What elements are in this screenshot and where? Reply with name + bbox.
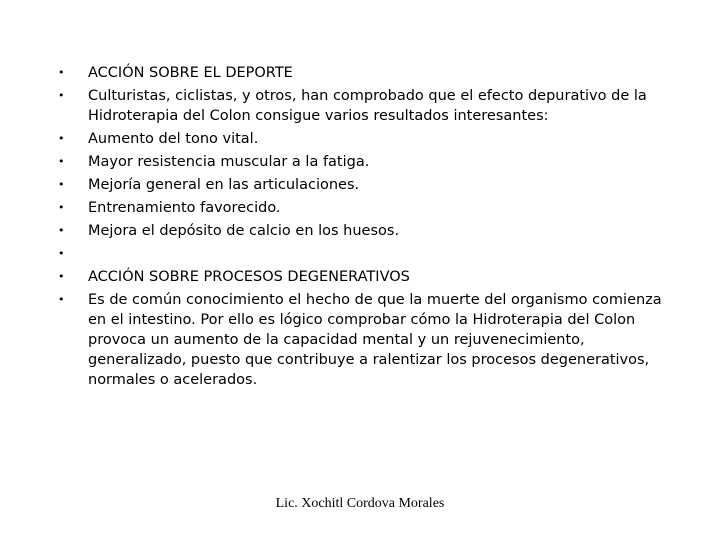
bullet-text: ACCIÓN SOBRE PROCESOS DEGENERATIVOS <box>88 269 410 285</box>
bullet-item <box>56 198 666 218</box>
bullet-dot-icon: • <box>58 89 65 102</box>
bullet-dot-icon: • <box>58 247 65 260</box>
footer-author: Lic. Xochitl Cordova Morales <box>275 496 445 511</box>
bullet-item <box>56 129 666 149</box>
bullet-text: Es de común conocimiento el hecho de que la muerte del organismo comienza en el intestino. Por ello es lógico comprobar cómo la Hidroterapia del Colon provoca un aumento de la capacidad mental y un rejuvenecimiento, generalizado, puesto que contribuye a ralentizar los procesos degenerativos, normales o acelerados. <box>88 292 662 388</box>
bullet-text: Culturistas, ciclistas, y otros, han comprobado que el efecto depurativo de la Hidroterapia del Colon consigue varios resultados interesantes: <box>88 88 647 124</box>
bullet-dot-icon: • <box>58 270 65 283</box>
bullet-dot-icon: • <box>58 132 65 145</box>
bullet-item <box>56 63 666 83</box>
bullet-item <box>56 86 666 126</box>
bullet-item-empty <box>56 244 666 264</box>
bullet-item <box>56 290 666 390</box>
bullet-text: Mejoría general en las articulaciones. <box>88 177 360 193</box>
bullet-dot-icon: • <box>58 293 65 306</box>
bullet-list <box>56 63 666 393</box>
bullet-text: ACCIÓN SOBRE EL DEPORTE <box>88 65 293 81</box>
bullet-dot-icon: • <box>58 178 65 191</box>
bullet-item <box>56 267 666 287</box>
bullet-dot-icon: • <box>58 155 65 168</box>
bullet-dot-icon: • <box>58 66 65 79</box>
bullet-text: Entrenamiento favorecido. <box>88 200 281 216</box>
bullet-item <box>56 221 666 241</box>
bullet-dot-icon: • <box>58 224 65 237</box>
bullet-text: Aumento del tono vital. <box>88 131 259 147</box>
bullet-item <box>56 152 666 172</box>
bullet-dot-icon: • <box>58 201 65 214</box>
bullet-item <box>56 175 666 195</box>
bullet-text: Mayor resistencia muscular a la fatiga. <box>88 154 370 170</box>
bullet-text: Mejora el depósito de calcio en los huesos. <box>88 223 400 239</box>
